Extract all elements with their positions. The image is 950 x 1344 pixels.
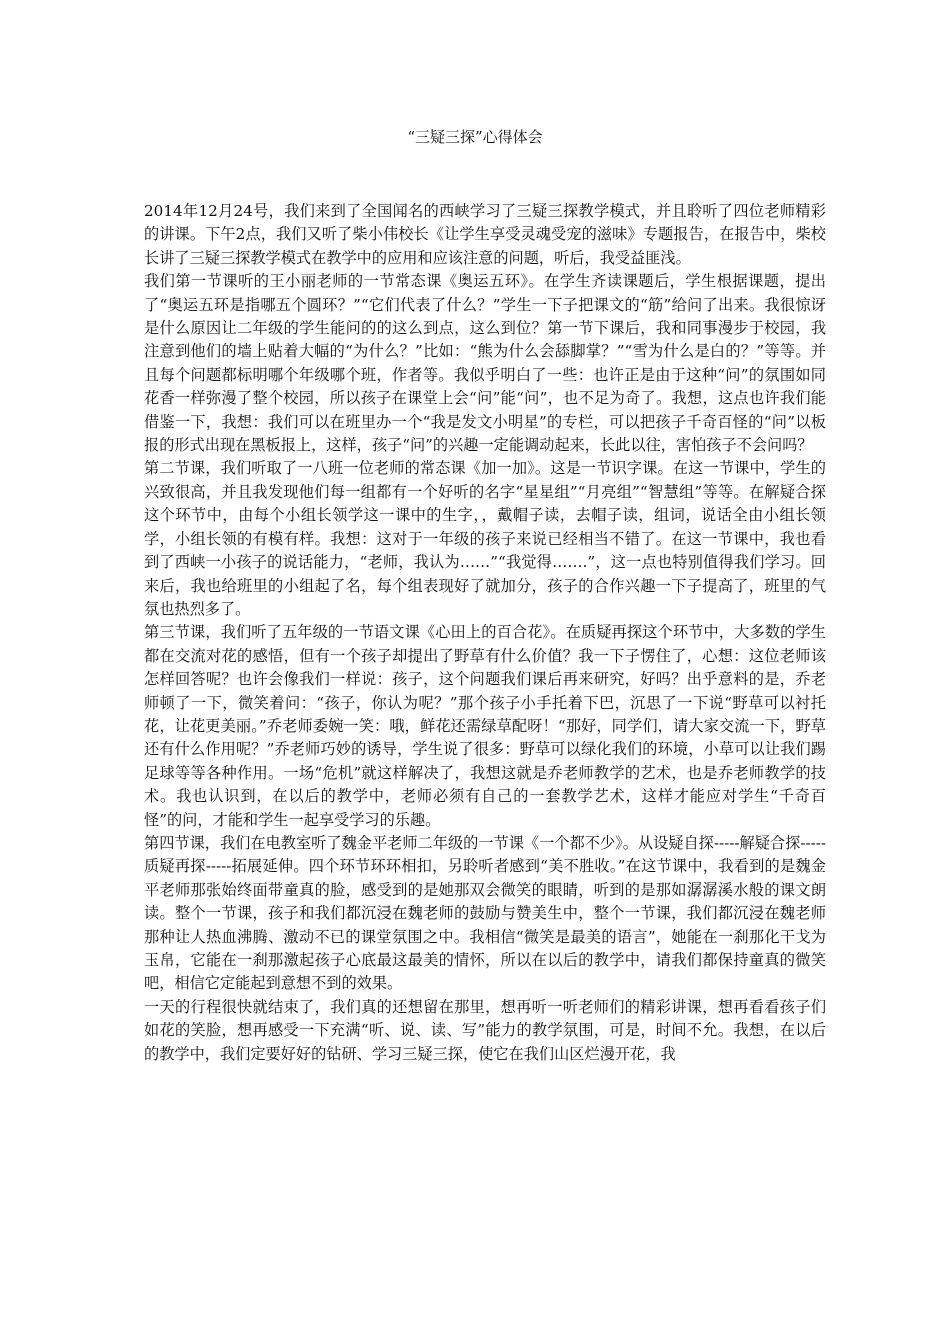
paragraph: 第三节课，我们听了五年级的一节语文课《心田上的百合花》。在质疑再探这个环节中，大多数的学生都在交流对花的感悟，但有一个孩子却提出了野草有什么价值？我一下子愣住了，心想：这位老师该怎样回答呢？也许会像我们一样说：孩子，这个问题我们课后再来研究，好吗？出乎意料的是，乔老师顿了一下，微笑着问：“孩子，你认为呢？”那个孩子小手托着下巴，沉思了一下说“野草可以衬托花，让花更美丽。”乔老师委婉一笑：哦，鲜花还需绿草配呀！“那好，同学们，请大家交流一下，野草还有什么作用呢？”乔老师巧妙的诱导，学生说了很多：野草可以绿化我们的环境，小草可以让我们踢足球等等各种作用。一场“危机”就这样解决了，我想这就是乔老师教学的艺术，也是乔老师教学的技术。我也认识到，在以后的教学中，老师必须有自己的一套教学艺术，这样才能应对学生“千奇百怪”的问，才能和学生一起享受学习的乐趣。 bbox=[144, 623, 826, 829]
paragraph: 一天的行程很快就结束了，我们真的还想留在那里，想再听一听老师们的精彩讲课，想再看看孩子们如花的笑脸，想再感受一下充满“听、说、读、写”能力的教学氛围，可是，时间不允。我想，在以后的教学中，我们定要好好的钻研、学习三疑三探，使它在我们山区烂漫开花，我 bbox=[144, 997, 826, 1063]
paragraph: 2014年12月24号，我们来到了全国闻名的西峡学习了三疑三探教学模式，并且聆听了四位老师精彩的讲课。下午2点，我们又听了柴小伟校长《让学生享受灵魂受宠的滋味》专题报告，在报告中，柴校长讲了三疑三探教学模式在教学中的应用和应该注意的问题，听后，我受益匪浅。 bbox=[144, 202, 826, 267]
document-title: “三疑三探”心得体会 bbox=[407, 128, 543, 146]
paragraph: 第二节课，我们听取了一八班一位老师的常态课《加一加》。这是一节识字课。在这一节课中，学生的兴致很高，并且我发现他们每一组都有一个好听的名字“星星组”“月亮组”“智慧组”等等。在解疑合探这个环节中，由每个小组长领学这一课中的生字，，戴帽子读，去帽子读，组词，说话全由小组长领学，小组长领的有模有样。我想：这对于一年级的孩子来说已经相当不错了。在这一节课中，我也看到了西峡一小孩子的说话能力，“老师，我认为……”“我觉得…….”，这一点也特别值得我们学习。回来后，我也给班里的小组起了名，每个组表现好了就加分，孩子的合作兴趣一下子提高了，班里的气氛也热烈多了。 bbox=[144, 459, 826, 618]
paragraph: 第四节课，我们在电教室听了魏金平老师二年级的一节课《一个都不少》。从设疑自探-----解疑合探-----质疑再探-----拓展延伸。四个环节环环相扣，另聆听者感到“美不胜收。”在这节课中，我看到的是魏金平老师那张始终面带童真的脸，感受到的是她那双会微笑的眼睛，听到的是那如潺潺溪水般的课文朗读。整个一节课，孩子和我们都沉浸在魏老师的鼓励与赞美生中，整个一节课，我们都沉浸在魏老师那种让人热血沸腾、激动不已的课堂氛围之中。我相信“微笑是最美的语言”，她能在一刹那化干戈为玉帛，它能在一刹那激起孩子心底最这最美的情怀，所以在以后的教学中，请我们都保持童真的微笑吧，相信它定能起到意想不到的效果。 bbox=[144, 833, 826, 993]
document-body bbox=[144, 200, 826, 1066]
paragraph: 我们第一节课听的王小丽老师的一节常态课《奥运五环》。在学生齐读课题后，学生根据课题，提出了“奥运五环是指哪五个圆环？”“它们代表了什么？”学生一下子把课文的“筋”给问了出来。我很惊讶是什么原因让二年级的学生能问的的这么到点，这么到位？第一节下课后，我和同事漫步于校园，我注意到他们的墙上贴着大幅的“为什么？”比如：“熊为什么会舔脚掌？”“雪为什么是白的？”等等。并且每个问题都标明哪个年级哪个班，作者等。我似乎明白了一些：也许正是由于这种“问”的氛围如同花香一样弥漫了整个校园，所以孩子在课堂上会“问”能“问”，也不足为奇了。我想，这点也许我们能借鉴一下，我想：我们可以在班里办一个“我是发文小明星”的专栏，可以把孩子千奇百怪的“问”以板报的形式出现在黑板报上，这样，孩子“问”的兴趣一定能调动起来，长此以往，害怕孩子不会问吗？ bbox=[144, 272, 826, 455]
